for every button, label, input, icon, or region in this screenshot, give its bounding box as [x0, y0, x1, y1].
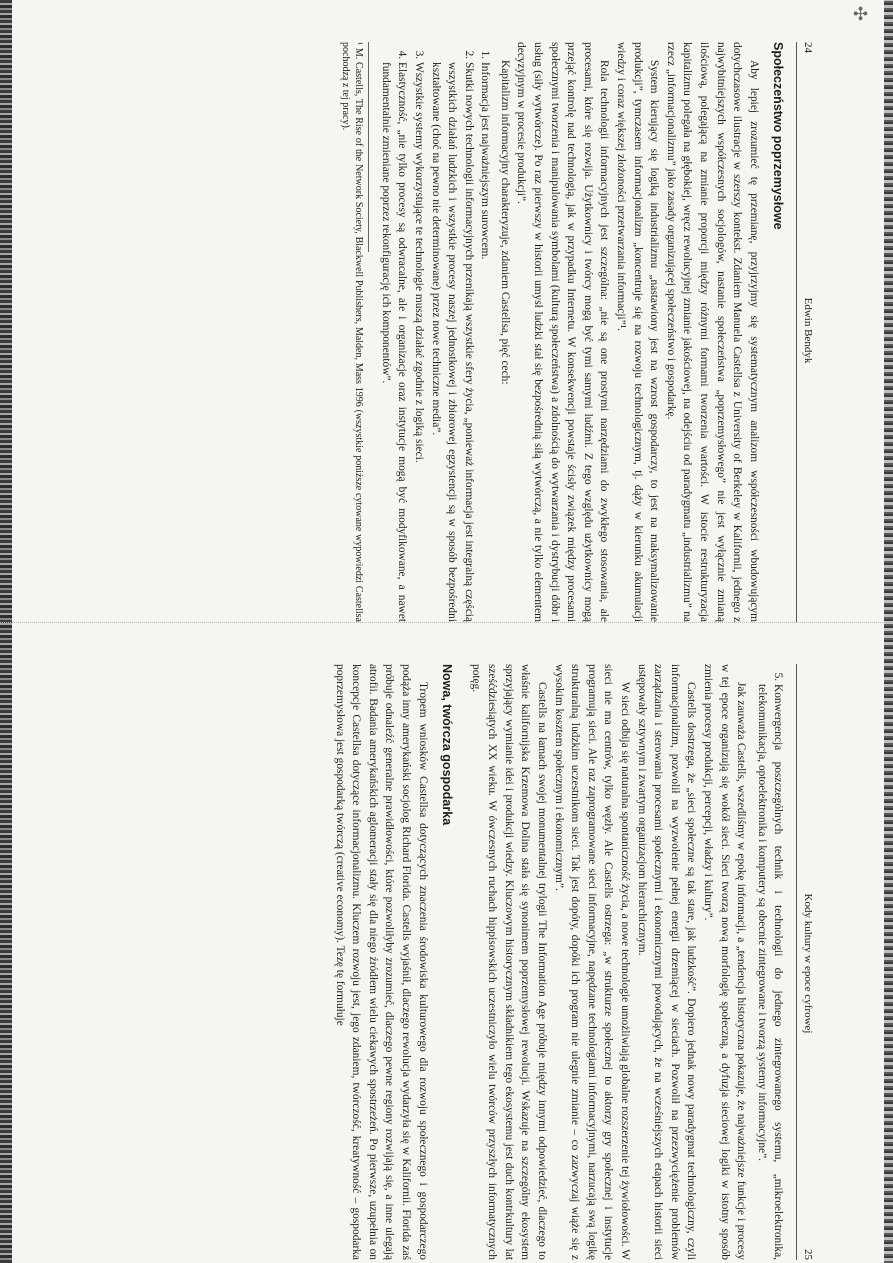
page-number: 25: [802, 1249, 814, 1260]
paragraph: System kierujący się logiką industrializmu „nastawiony jest na wzrost gospodarczy, to jest na maksymalizowanie produkcji”, tymczasem informacjonalizm „koncentruje się na rozwoju technologicznym, tj. dąży w kierunku akumulacji wiedzy i coraz większej złożoności przetwarzania informacji”¹.: [615, 42, 661, 622]
list-item: 4. Elastyczność, „nie tylko procesy są odwracalne, ale i organizacje oraz instytucje mogą być modyfikowane, a nawet fundamentalnie zmieniane poprzez rekonfigurację ich komponentów”.: [377, 62, 410, 622]
paragraph: Kapitalizm informacyjny charakteryzuje, zdaniem Castellsa, pięć cech:: [498, 60, 511, 385]
features-list: [377, 42, 493, 622]
page-24: [76, 42, 816, 622]
paragraph: Aby lepiej zrozumieć tę przemianę, przyjrzyjmy się systematycznym analizom współczesności wbudowującym dotychczasowe ilustracje w szerszy kontekst. Zdaniem Manuela Castellsa z University of Berkeley w Kalifornii, jednego z najwybitniejszych współczesnych socjologów, nastanie społeczeństwa „poprzemysłowego” nie jest wyłącznie zmianą ilościową, polegającą na zmianie proporcji między różnymi formami tworzenia wartości. W istocie restrukturyzacja kapitalizmu polegała na głębokiej, wręcz rewolucyjnej zmianie jakościowej, na odejściu od paradygmatu „industrializmu” na rzecz „informacjonalizmu” jako zasady organizującej społeczeństwo i gospodarkę.: [664, 42, 760, 622]
page-25-header: [796, 664, 816, 1260]
paragraph: Castells dostrzega, że „sieci społeczne są tak stare, jak ludzkość”. Dopiero jednak nowy paradygmat technologiczny, czyli informacjonalizm, pozwolił na wyzwolenie pełnej energii drzemiącej w sieciach. Pozwolił na przezwyciężenie problemów zarządzania i sterowania procesami społecznymi i ekonomicznymi powodujących, że na wcześniejszych etapach historii sieci ustępowały sztywnym i zwartym organizacjom hierarchicznym.: [635, 664, 698, 1260]
list-item: 3. Wszystkie systemy wykorzystujące te technologie muszą działać zgodnie z logiką sieci.: [410, 62, 427, 622]
footnote-text: ¹ M. Castells, The Rise of the Network Society, Blackwell Publishers, Malden, Mass 1996 (wszystkie poniższe cytowane wypowiedzi Castellsa pochodzą z tej pracy).: [340, 42, 365, 622]
paragraph: Rola technologii informacyjnych jest szczególna: „nie są one prostymi narzędziami do zwykłego stosowania, ale procesami, które się rozwija. Użytkownicy i twórcy mogą być tymi samymi ludźmi. Z tego względu użytkownicy mogą przejąć kontrolę nad technologią, jak w przypadku Internetu. W konsekwencji powstaje ścisły związek między procesami społecznymi tworzenia i manipulowania symbolami (kulturą społeczeństwa) a zdolnością do wytwarzania i dystrybucji dóbr i usług (siły wytwórcze). Po raz pierwszy w historii umysł ludzki stał się bezpośrednią siłą wytwórczą, a nie tylko elementem decyzyjnym w procesie produkcji”.: [515, 42, 611, 622]
page-number: 24: [802, 42, 814, 53]
scanner-corner-icon: ✣: [853, 4, 869, 24]
page-fold-line: [0, 622, 893, 623]
scan-edge-right: [884, 0, 893, 1263]
list-item: 5. Konwergencja poszczególnych technik i technologii do jednego zintegrowanego systemu, „mikroelektronika, telekomunikacja, optoelektronika i komputery są obecnie zintegrowane i tworzą systemy informacyjne”.: [753, 684, 786, 1260]
page-24-header: [796, 42, 816, 622]
list-item: 1. Informacja jest najważniejszym surowcem.: [477, 62, 494, 622]
paragraph: W sieci odbija się naturalna spontaniczność życia, a nowe technologie umożliwiają globalne rozszerzenie tej żywiołowości. W sieci nie ma centrów, tylko węzły. Ale Castells ostrzega: „w strukturze społecznej to aktorzy gry społecznej i instytucje programują sieci. Ale raz zaprogramowane sieci informacyjne, napędzane technologiami informacyjnymi, narzucają swą logikę strukturalną ludzkim uczestnikom sieci. Tak jest dopóty, dopóki ich program nie ulegnie zmianie – co zazwyczaj wiąże się z wysokim kosztem społecznym i ekonomicznym”.: [552, 664, 632, 1260]
paragraph: Castells na łamach swojej monumentalnej trylogii The Information Age próbuje między innymi odpowiedzieć, dlaczego to właśnie kalifornijska Krzemowa Dolina stała się synonimem poprzemysłowej rewolucji. Wskazuje na szczególny ekosystem sprzyjający wymianie idei i produkcji wiedzy. Kluczowym historycznym składnikiem tego ekosystemu jest duch kontrkultury lat sześćdziesiątych XX wieku. W ówczesnych ruchach hippisowskich uczestniczyło wielu twórców przyszłych informatycznych potęg.: [469, 664, 549, 1260]
features-list-continued: [753, 664, 786, 1260]
section-title: Nowa, twórcza gospodarka: [440, 664, 455, 826]
list-item: 2. Skutki nowych technologii informacyjnych przenikają wszystkie sfery życia, „ponieważ informacja jest integralną częścią wszystkich działań ludzkich i wszystkie procesy naszej jednostkowej i zbiorowej egzystencji są w sposób bezpośredni kształtowane (choć na pewno nie determinowane) przez nowe techniczne media”.: [427, 62, 477, 622]
page-25: [76, 664, 816, 1260]
paragraph: Jak zauważa Castells, wszedliśmy w epokę informacji, a „tendencja historyczna pokazuje, że najważniejsze funkcje i procesy w tej epoce organizują się wokół sieci. Sieci tworzą nową morfologię społeczną, a dyfuzja sieciowej logiki w istotny sposób zmienia procesy produkcji, percepcji, władzy i kultury”.: [702, 664, 748, 1260]
paragraph: Tropem wniosków Castellsa dotyczących znaczenia środowiska kulturowego dla rozwoju społecznego i gospodarczego podąża inny amerykański socjolog Richard Florida. Castells wyjaśnił, dlaczego rewolucja wydarzyła się w Kalifornii. Florida zaś próbuje odnaleźć generalne prawidłowości, które pozwoliłyby zrozumieć, dlaczego pewne regiony rozwijają się, a inne ulegają atrofii. Badania amerykańskich aglomeracji stały się dla niego źródłem wielu ciekawych spostrzeżeń. Po pierwsze, uzupełnia on koncepcje Castellsa dotyczące informacjonalizmu. Kluczem rozwoju jest, jego zdaniem, twórczość, kreatywność – gospodarka poprzemysłowa jest gospodarką twórczą (creative economy). Tezę tę formułuje: [333, 664, 429, 1260]
running-head: Kody kultury w epoce cyfrowej: [802, 893, 814, 1034]
footnote: [339, 42, 369, 622]
running-head: Edwin Bendyk: [802, 297, 814, 364]
section-title: Społeczeństwo poprzemysłowe: [771, 42, 786, 230]
scan-edge-left: [0, 0, 12, 1263]
